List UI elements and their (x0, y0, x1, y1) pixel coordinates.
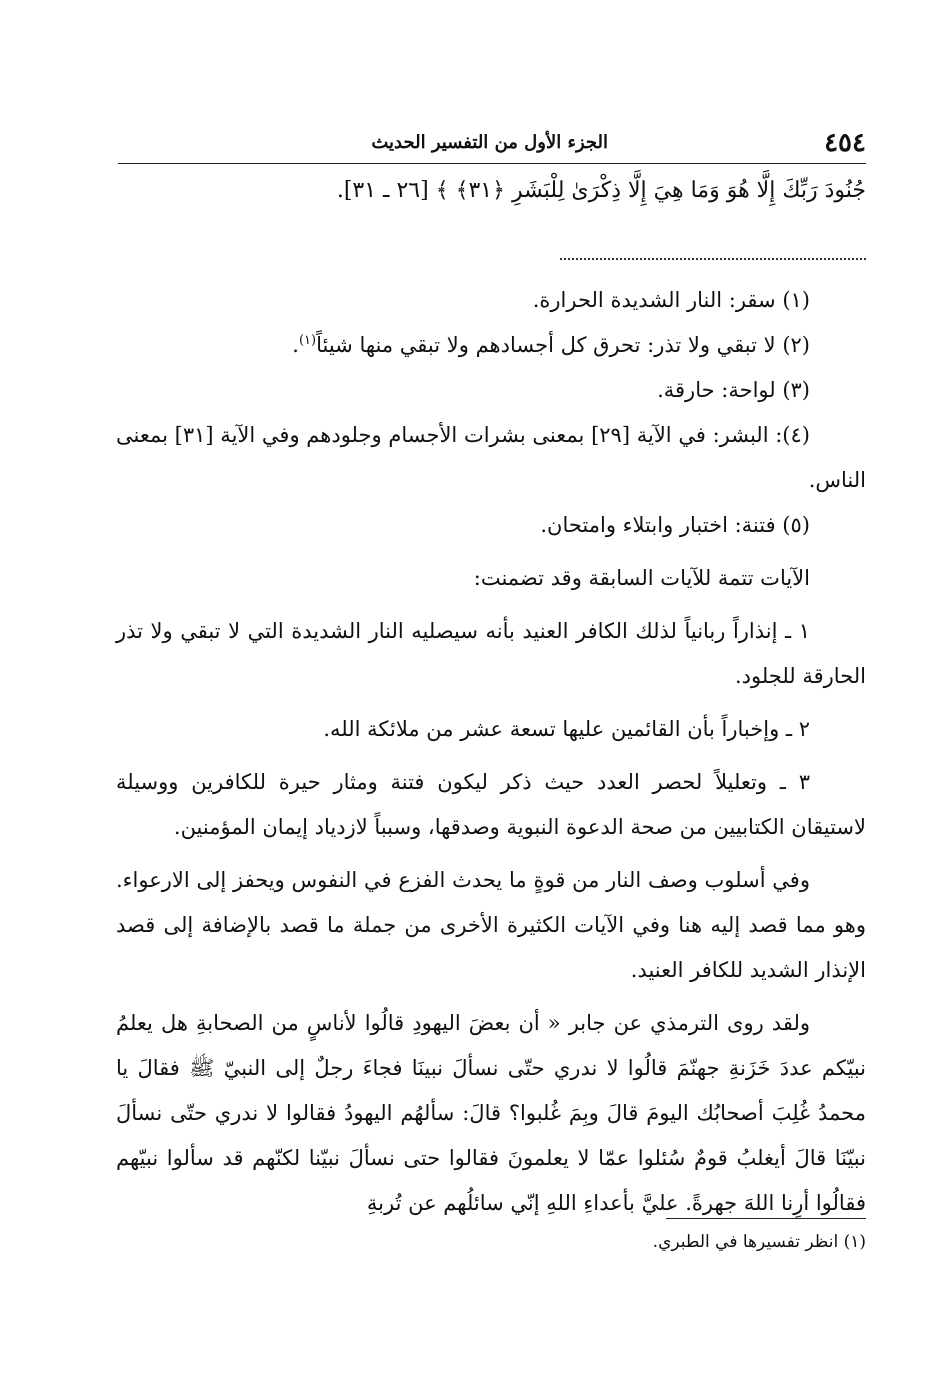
paragraph: الآيات تتمة للآيات السابقة وقد تضمنت: (473, 566, 810, 590)
paragraph: ١ ـ إنذاراً ربانياً لذلك الكافر العنيد بأنه سيصليه النار الشديدة التي لا تبقي ولا تذر الحارقة للجلود. (116, 619, 866, 688)
paragraph: ولقد روى الترمذي عن جابر « أن بعضَ اليهودِ قالُوا لأناسٍ من الصحابةِ هل يعلمُ نبيّكم عددَ خَزَنةِ جهنّمَ قالُوا لا ندري حتّى نسألَ نبينَا فجاءَ رجلٌ إلى النبيّ ﷺ فقالَ يا محمدُ غُلِبَ أصحابُك اليومَ قالَ وبِمَ غُلبوا؟ قالَ: سألهُم اليهودُ فقالوا لا ندري حتّى نسألَ نبيّنَا قالَ أيغلبُ قومٌ سُئلوا عمّا لا يعلمونَ فقالوا حتى نسألَ نبيّنا لكنّهم قد سألوا نبيّهم فقالُوا أرِنا اللهَ جهرةً. عليَّ بأعداءِ اللهِ إنّي سائلُهم عن تُربةِ (116, 1011, 866, 1215)
paragraph: ٣ ـ وتعليلاً لحصر العدد حيث ذكر ليكون فتنة ومثار حيرة للكافرين ووسيلة لاستيقان الكتابيين من صحة الدعوة النبوية وصدقها، وسبباً لازدياد إيمان المؤمنين. (116, 770, 866, 839)
note-item (116, 323, 866, 368)
dotted-divider (560, 258, 866, 260)
note-punct: . (292, 333, 299, 357)
footnote-ref: (١) (298, 333, 317, 348)
body-text (116, 278, 866, 1226)
header-divider (118, 163, 866, 164)
note-text: (٢) لا تبقي ولا تذر: تحرق كل أجسادهم ولا تبقي منها شيئاً (316, 333, 810, 357)
note-item: (٣) لواحة: حارقة. (657, 378, 810, 402)
footnote-divider (666, 1218, 866, 1219)
footnote: (١) انظر تفسيرها في الطبري. (652, 1232, 866, 1252)
paragraph: ٢ ـ وإخباراً بأن القائمين عليها تسعة عشر من ملائكة الله. (323, 717, 810, 741)
page-number: ٤٥٤ (824, 128, 866, 158)
note-item: (٥) فتنة: اختبار وابتلاء وامتحان. (540, 513, 810, 537)
paragraph: وفي أسلوب وصف النار من قوةٍ ما يحدث الفزع في النفوس ويحفز إلى الارعواء. وهو مما قصد إليه هنا وفي الآيات الكثيرة الأخرى من جملة ما قصد بالإضافة إلى قصد الإنذار الشديد للكافر العنيد. (116, 868, 866, 982)
running-title: الجزء الأول من التفسير الحديث (371, 132, 608, 153)
quran-verse: جُنُودَ رَبِّكَ إِلَّا هُوَ وَمَا هِيَ إِلَّا ذِكْرَىٰ لِلْبَشَرِ ﴿٣١﴾ ﴾ [٢٦ ـ ٣١]. (336, 178, 866, 203)
page-header (118, 128, 866, 162)
note-item: (١) سقر: النار الشديدة الحرارة. (532, 288, 810, 312)
note-item: (٤): البشر: في الآية [٢٩] بمعنى بشرات الأجسام وجلودهم وفي الآية [٣١] بمعنى الناس. (116, 423, 866, 492)
